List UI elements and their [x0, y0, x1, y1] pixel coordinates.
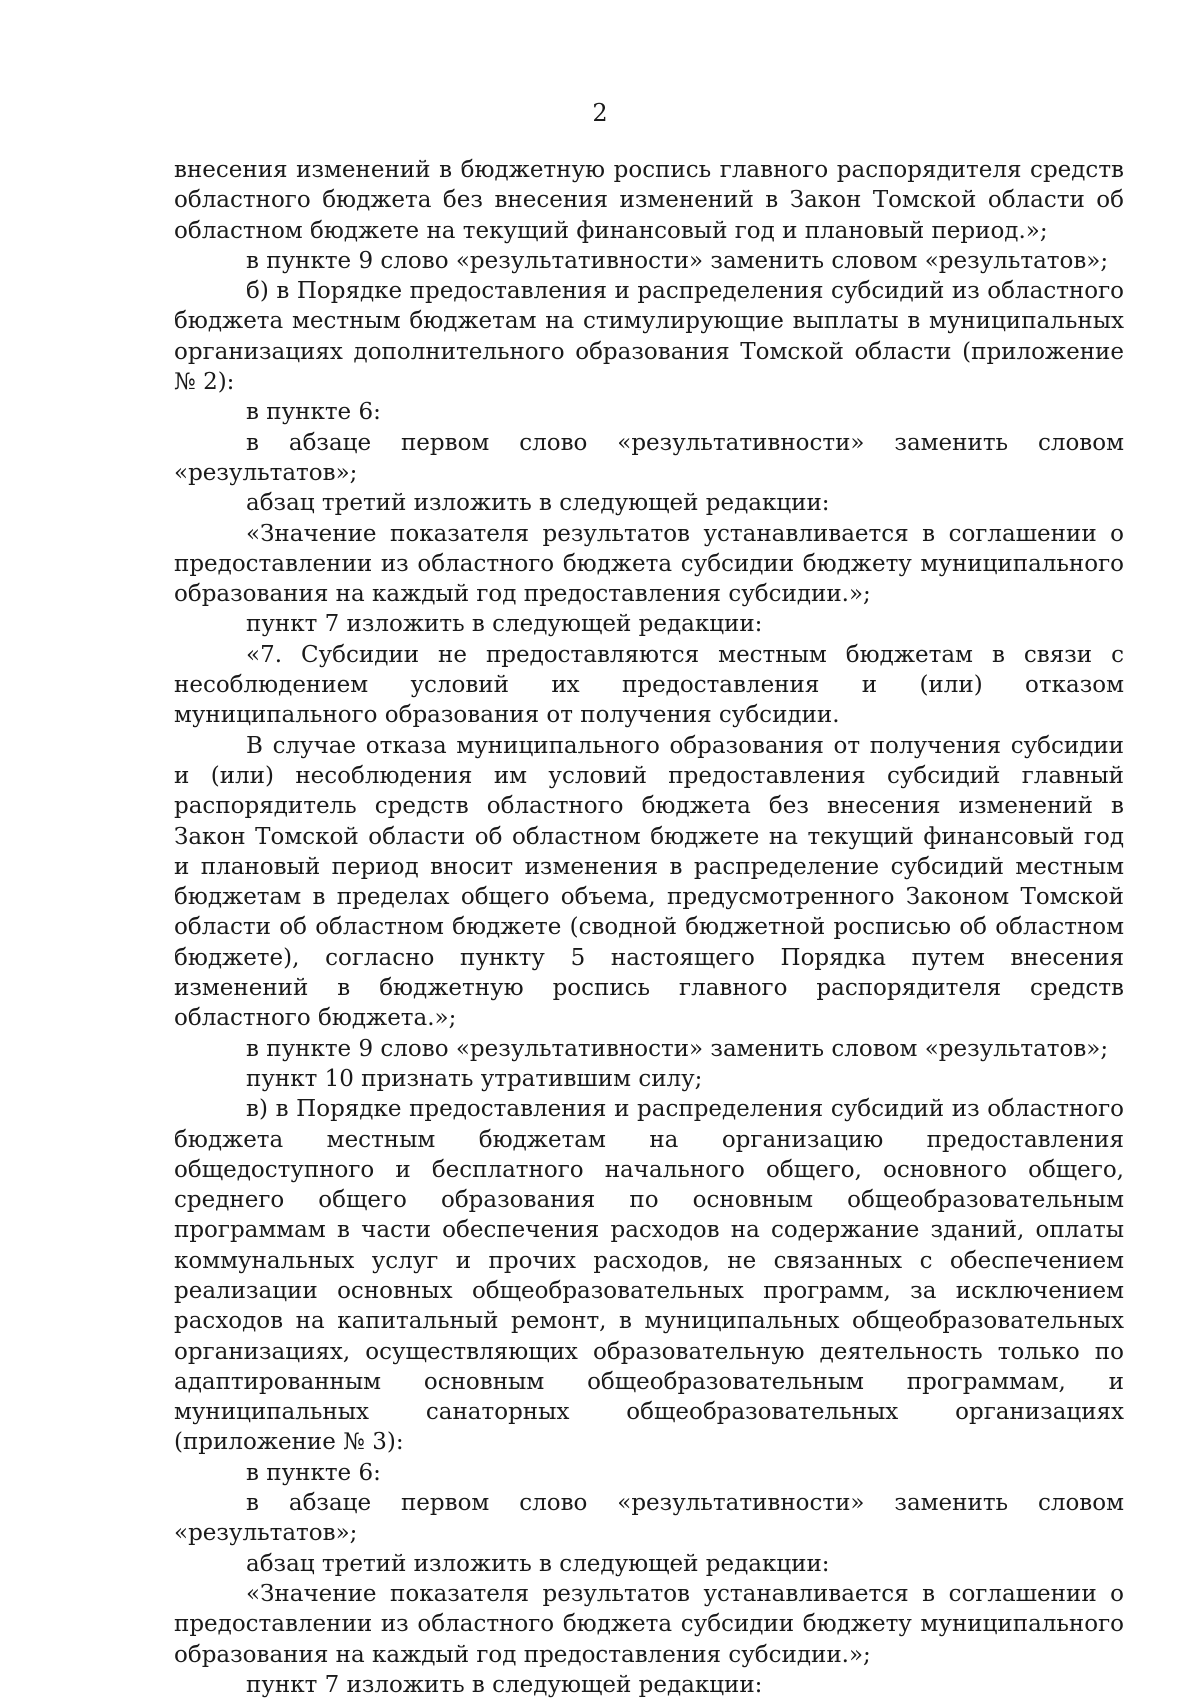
paragraph: в пункте 6: [246, 399, 381, 426]
paragraph: абзац третий изложить в следующей редакции: [246, 1550, 830, 1577]
paragraph: в абзаце первом слово «результативности» заменить словом «результатов»; [174, 429, 1124, 486]
paragraph: «Значение показателя результатов устанавливается в соглашении о предоставлении из областного бюджета субсидии бюджету муниципального образования на каждый год предоставления субсидии.»; [174, 1580, 1124, 1668]
paragraph: пункт 7 изложить в следующей редакции: [246, 611, 763, 638]
document-body [174, 155, 1124, 1700]
paragraph: в абзаце первом слово «результативности» заменить словом «результатов»; [174, 1490, 1124, 1547]
paragraph: в пункте 9 слово «результативности» заменить словом «результатов»; [246, 1035, 1109, 1062]
paragraph: в) в Порядке предоставления и распределения субсидий из областного бюджета местным бюджетам на организацию предоставления общедоступного и бесплатного начального общего, основного общего, среднего общего образования по основным общеобразовательным программам в части обеспечения расходов на содержание зданий, оплаты коммунальных услуг и прочих расходов, не связанных с обеспечением реализации основных общеобразовательных программ, за исключением расходов на капитальный ремонт, в муниципальных общеобразовательных организациях, осуществляющих образовательную деятельность только по адаптированным основным общеобразовательным программам, и муниципальных санаторных общеобразовательных организациях (приложение № 3): [174, 1096, 1124, 1456]
paragraph: пункт 7 изложить в следующей редакции: [246, 1671, 763, 1698]
paragraph: внесения изменений в бюджетную роспись главного распорядителя средств областного бюджета без внесения изменений в Закон Томской области об областном бюджете на текущий финансовый год и плановый период.»; [174, 157, 1124, 244]
paragraph: абзац третий изложить в следующей редакции: [246, 490, 830, 517]
paragraph: В случае отказа муниципального образования от получения субсидии и (или) несоблюдения им условий предоставления субсидий главный распорядитель средств областного бюджета без внесения изменений в Закон Томской области об областном бюджете на текущий финансовый год и плановый период вносит изменения в распределение субсидий местным бюджетам в пределах общего объема, предусмотренного Законом Томской области об областном бюджете (сводной бюджетной росписью об областном бюджете), согласно пункту 5 настоящего Порядка путем внесения изменений в бюджетную роспись главного распорядителя средств областного бюджета.»; [174, 732, 1124, 1032]
paragraph: в пункте 6: [246, 1459, 381, 1486]
paragraph: б) в Порядке предоставления и распределения субсидий из областного бюджета местным бюджетам на стимулирующие выплаты в муниципальных организациях дополнительного образования Томской области (приложение № 2): [174, 278, 1124, 396]
paragraph: «7. Субсидии не предоставляются местным бюджетам в связи с несоблюдением условий их предоставления и (или) отказом муниципального образования от получения субсидии. [174, 641, 1124, 729]
page-number: 2 [592, 99, 608, 127]
paragraph: в пункте 9 слово «результативности» заменить словом «результатов»; [246, 247, 1109, 274]
paragraph: пункт 10 признать утратившим силу; [246, 1065, 703, 1092]
paragraph: «Значение показателя результатов устанавливается в соглашении о предоставлении из областного бюджета субсидии бюджету муниципального образования на каждый год предоставления субсидии.»; [174, 520, 1124, 608]
